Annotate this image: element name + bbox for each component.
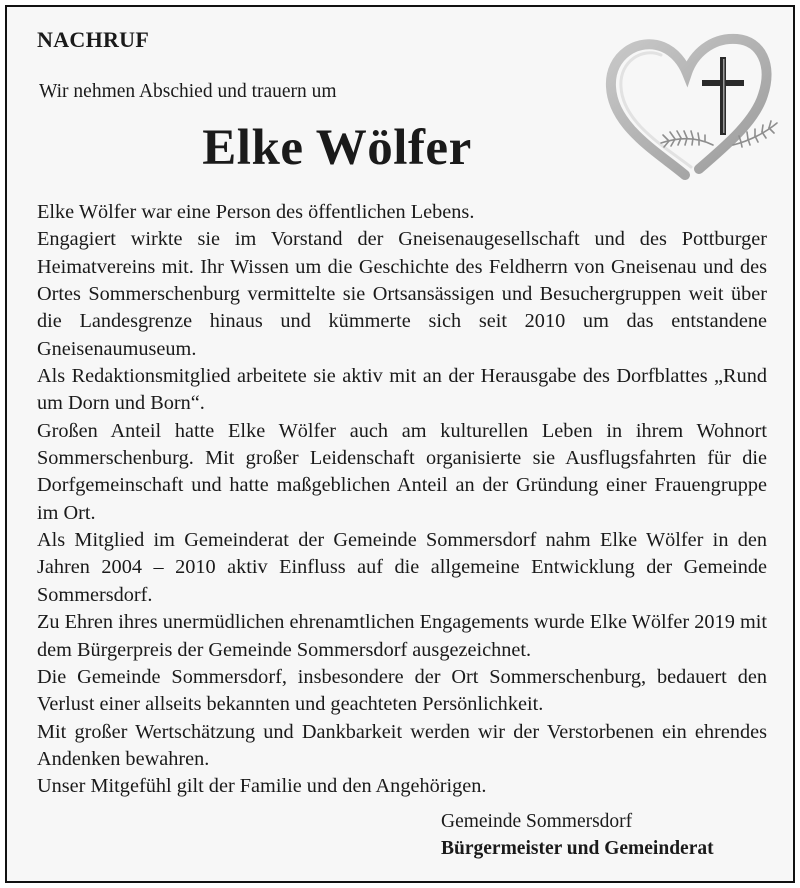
signature-officials: Bürgermeister und Gemeinderat <box>441 838 714 859</box>
paragraph: Zu Ehren ihres unermüdlichen ehrenamtlichen Engagements wurde Elke Wölfer 2019 mit dem Bürgerpreis der Gemeinde Sommersdorf ausgezeichnet. <box>37 611 767 661</box>
paragraph: Mit großer Wertschätzung und Dankbarkeit werden wir der Verstorbenen ein ehrendes Andenken bewahren. <box>37 720 767 770</box>
obituary-notice <box>5 5 795 883</box>
paragraph: Elke Wölfer war eine Person des öffentlichen Lebens. <box>37 201 475 223</box>
paragraph: Unser Mitgefühl gilt der Familie und den Angehörigen. <box>37 775 487 798</box>
paragraph: Als Redaktionsmitglied arbeitete sie aktiv mit an der Herausgabe des Dorfblattes „Rund um Dorn und Born“. <box>37 365 767 415</box>
paragraph: Als Mitglied im Gemeinderat der Gemeinde Sommersdorf nahm Elke Wölfer in den Jahren 2004 – 2010 aktiv Einfluss auf die allgemeine Entwicklung der Gemeinde Sommersdorf. <box>37 529 767 606</box>
palm-branch-icon <box>661 121 777 147</box>
paragraph: Die Gemeinde Sommersdorf, insbesondere der Ort Sommerschenburg, bedauert den Verlust einer allseits bekannten und geachteten Persönlichkeit. <box>37 665 767 716</box>
notice-heading: NACHRUF <box>37 27 150 52</box>
intro-line: Wir nehmen Abschied und trauern um <box>39 81 337 102</box>
signature-organization: Gemeinde Sommersdorf <box>441 811 633 832</box>
heart-cross-emblem-icon <box>599 25 779 187</box>
paragraph: Großen Anteil hatte Elke Wölfer auch am kulturellen Leben in ihrem Wohnort Sommerschenburg. Mit großer Leidenschaft organisierte sie Ausflugsfahrten für die Dorfgemeinschaft und hatte maßgeblichen Anteil an der Gründung einer Frauengruppe im Ort. <box>37 419 767 524</box>
cross-icon <box>702 57 744 135</box>
signature-block <box>441 808 714 862</box>
obituary-body <box>37 199 767 801</box>
deceased-name: Elke Wölfer <box>202 120 472 176</box>
paragraph: Engagiert wirkte sie im Vorstand der Gneisenaugesellschaft und des Pottburger Heimatvereins mit. Ihr Wissen um die Geschichte des Feldherrn von Gneisenau und des Ortes Sommerschenburg vermittelte sie Ortsansässigen und Besuchergruppen weit über die Landesgrenze hinaus und kümmerte sich seit 2010 um das entstandene Gneisenaumuseum. <box>37 228 767 360</box>
